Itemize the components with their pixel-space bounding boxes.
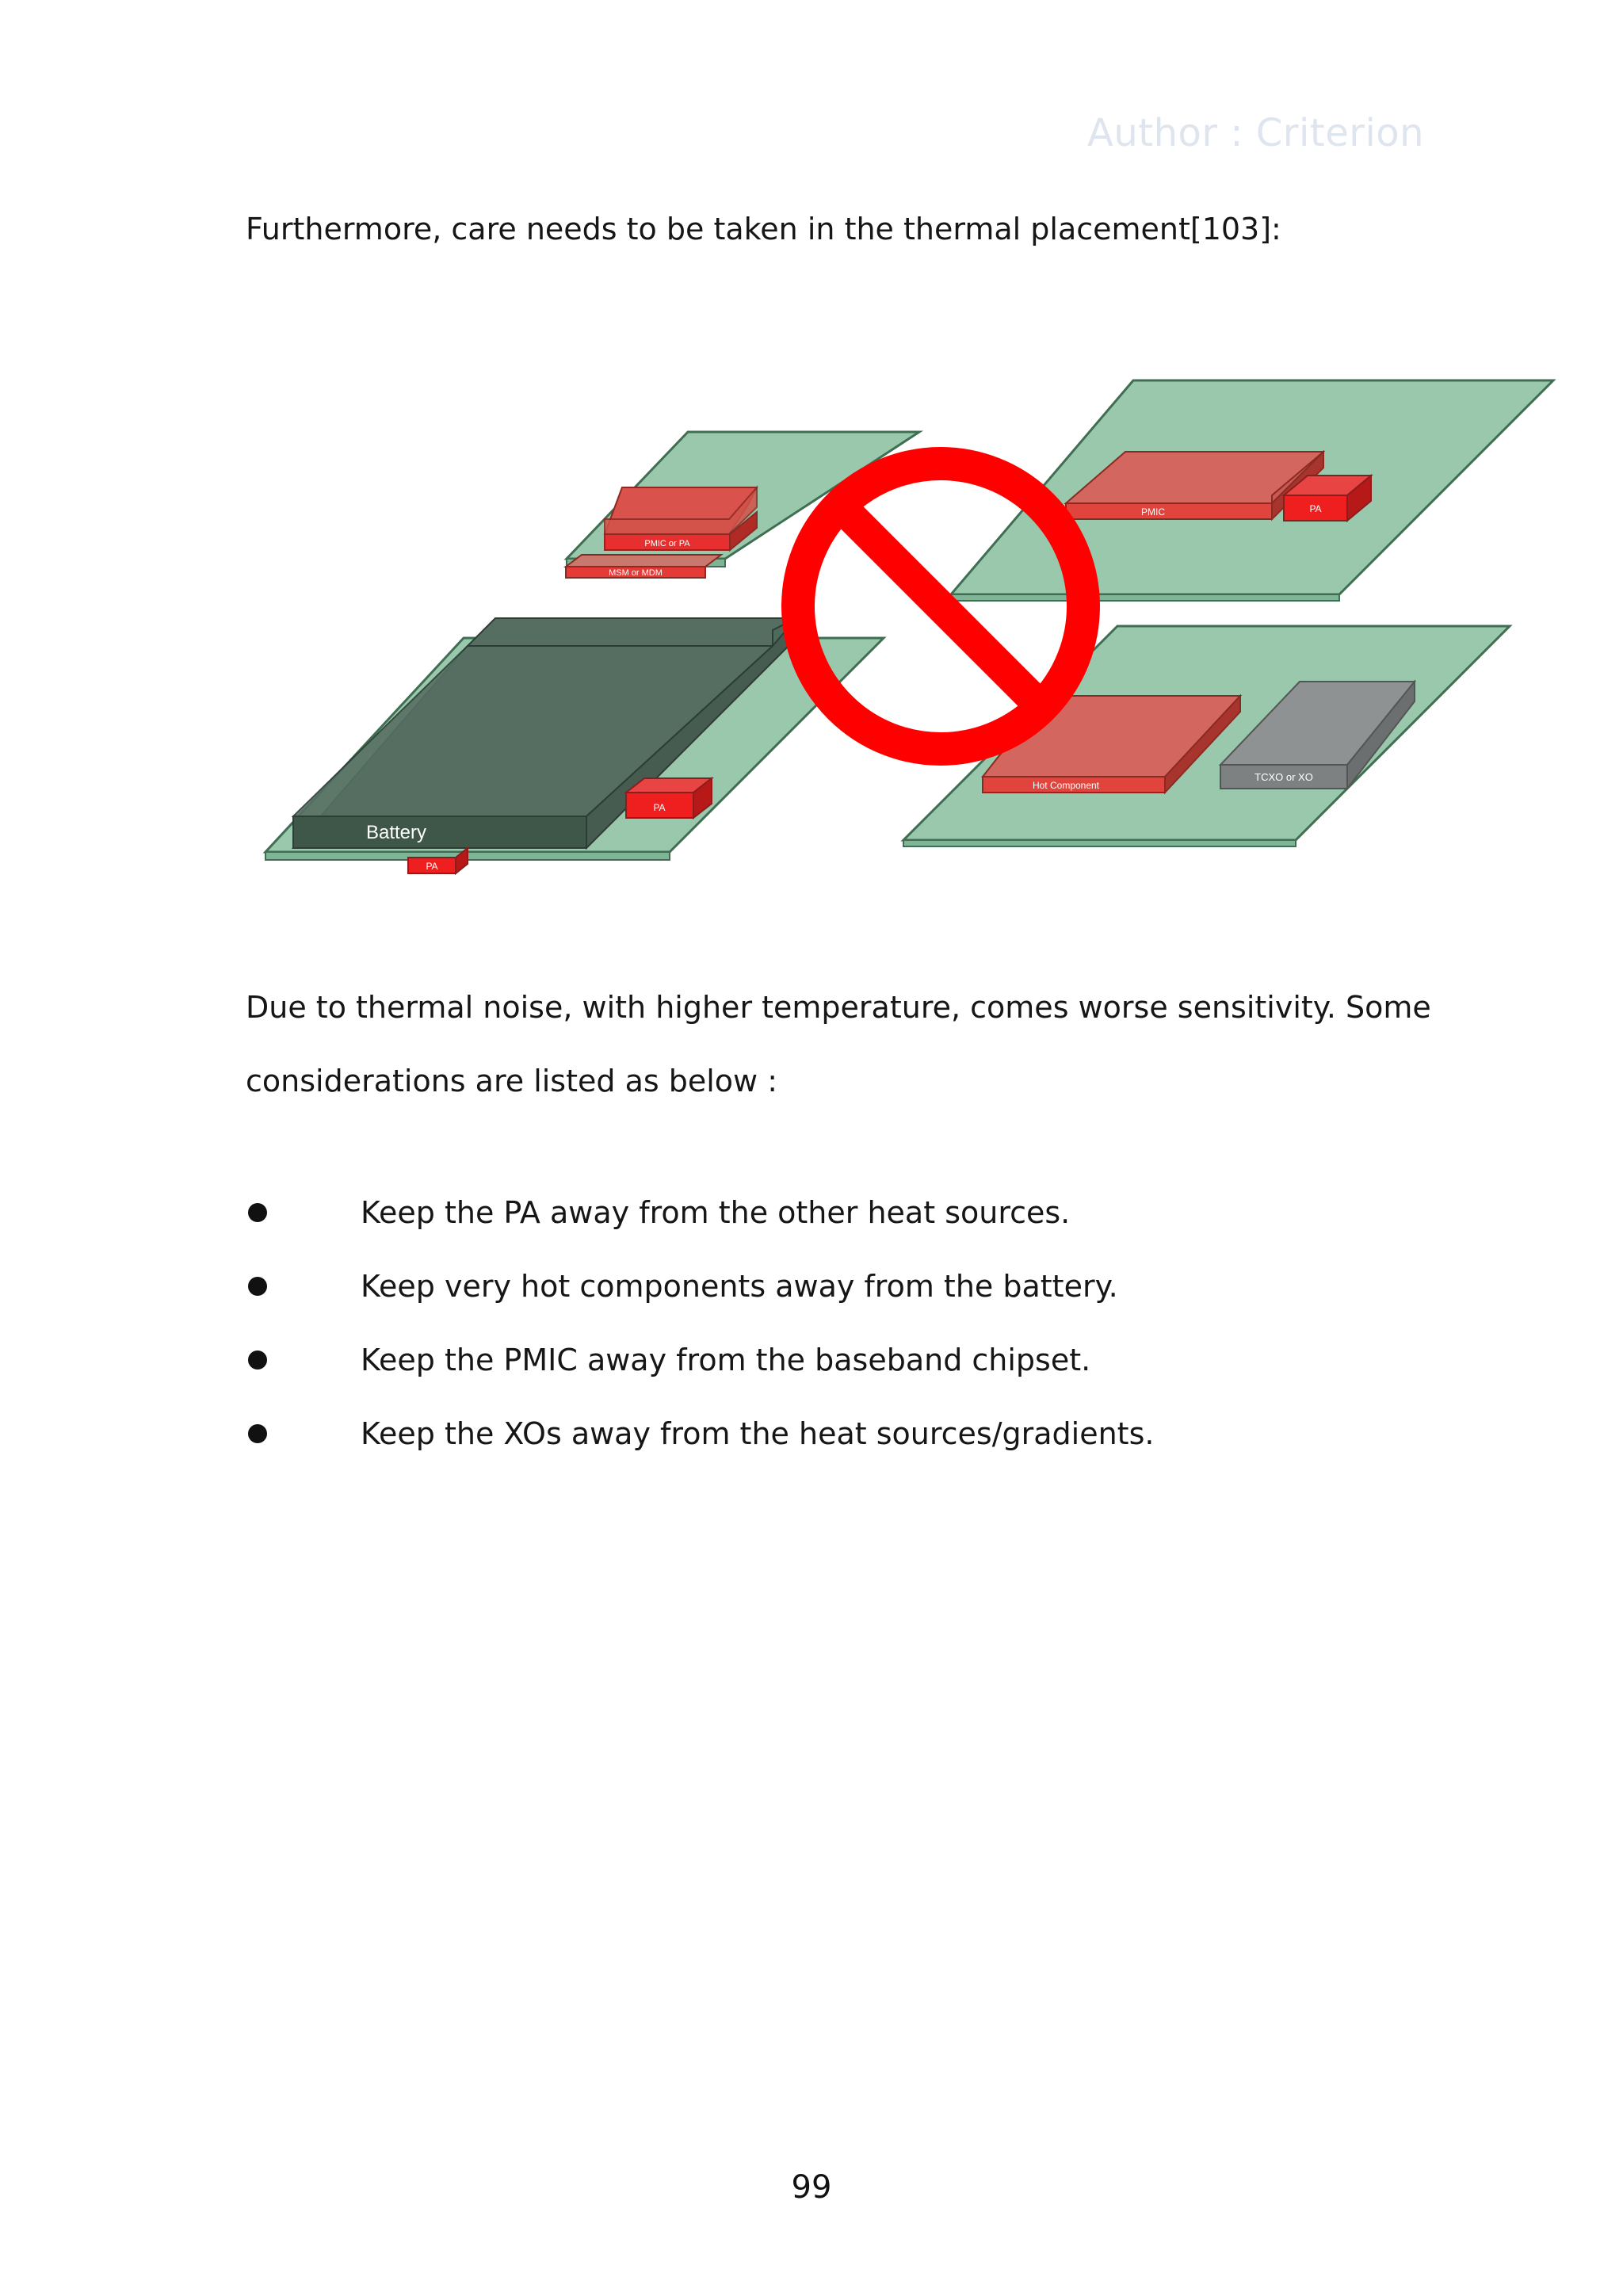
- pa-side-label: PA: [653, 802, 666, 813]
- prohibition-sign: [798, 464, 1083, 749]
- pa-right-label: PA: [1309, 503, 1322, 514]
- msm-mdm-label: MSM or MDM: [609, 568, 663, 578]
- list-item-text: Keep the PA away from the other heat sources.: [361, 1195, 1071, 1230]
- bullet-icon: [248, 1203, 267, 1222]
- thermal-placement-figure: [238, 365, 1569, 888]
- page-number: 99: [791, 2169, 832, 2206]
- pa-bottom-label: PA: [426, 861, 438, 872]
- tcxo-xo-label: TCXO or XO: [1254, 771, 1313, 783]
- msm-mdm-chip: [566, 555, 721, 578]
- bullet-icon: [248, 1350, 267, 1370]
- bullet-icon: [248, 1277, 267, 1296]
- pa-chip-left: [626, 778, 712, 818]
- pmic-pa-chip: [605, 487, 757, 550]
- list-item-text: Keep the XOs away from the heat sources/gradients.: [361, 1416, 1155, 1451]
- paragraph-line-1: Due to thermal noise, with higher temperature, comes worse sensitivity. Some: [246, 990, 1431, 1025]
- list-item-text: Keep very hot components away from the battery.: [361, 1269, 1118, 1304]
- pmic-label: PMIC: [1141, 506, 1165, 518]
- battery-label: Battery: [365, 822, 427, 843]
- pmic-or-pa-label: PMIC or PA: [644, 539, 690, 548]
- author-watermark: Author : Criterion: [1087, 111, 1425, 155]
- sensitivity-paragraph: [246, 971, 1434, 1118]
- hot-component-label: Hot Component: [1032, 780, 1100, 791]
- intro-sentence: Furthermore, care needs to be taken in the thermal placement[103]:: [246, 212, 1281, 246]
- list-item-text: Keep the PMIC away from the baseband chipset.: [361, 1343, 1091, 1377]
- bullet-icon: [248, 1424, 267, 1443]
- paragraph-line-2: considerations are listed as below :: [246, 1064, 778, 1098]
